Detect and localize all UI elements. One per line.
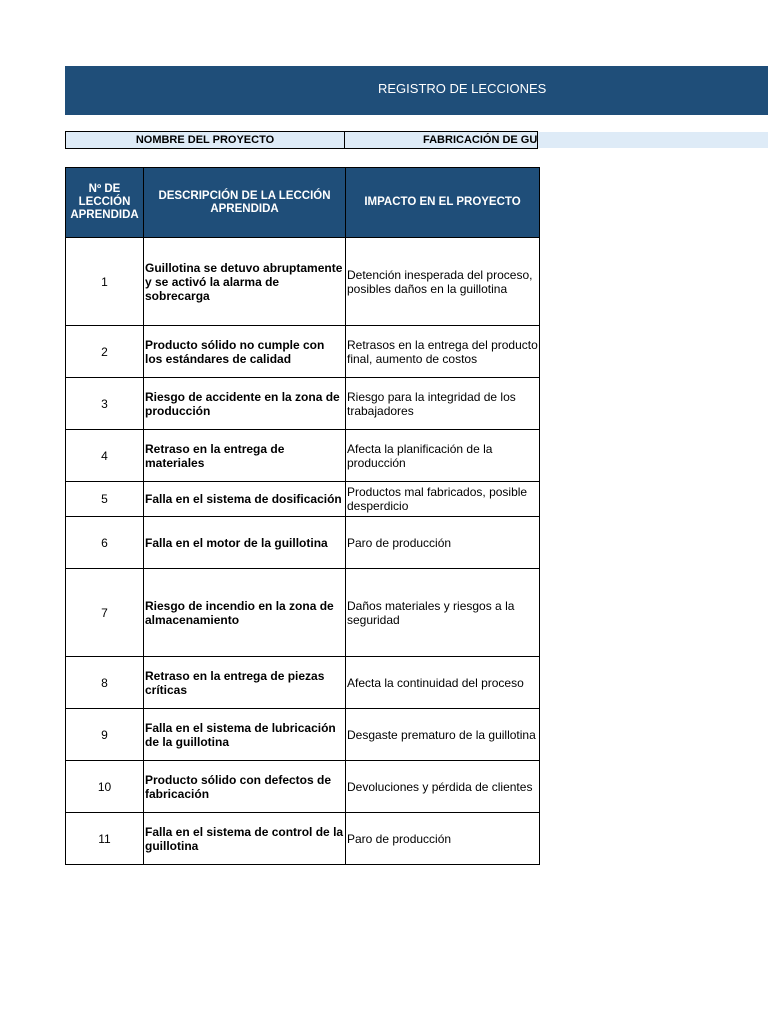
lesson-number-cell[interactable]: 3 (66, 378, 144, 430)
lesson-impact-cell[interactable]: Desgaste prematuro de la guillotina (346, 709, 540, 761)
lesson-description-cell[interactable]: Retraso en la entrega de piezas críticas (144, 657, 346, 709)
lesson-number-cell[interactable]: 8 (66, 657, 144, 709)
lesson-impact-cell[interactable]: Devoluciones y pérdida de clientes (346, 761, 540, 813)
lesson-impact-cell[interactable]: Afecta la continuidad del proceso (346, 657, 540, 709)
table-row (66, 430, 540, 482)
title-banner[interactable] (65, 66, 768, 115)
lesson-impact-cell[interactable]: Paro de producción (346, 517, 540, 569)
table-row (66, 326, 540, 378)
table-header-row (66, 168, 540, 238)
lesson-description-cell[interactable]: Riesgo de incendio en la zona de almacenamiento (144, 569, 346, 657)
project-name-text: FABRICACIÓN DE GU (423, 134, 538, 146)
lesson-description-cell[interactable]: Falla en el sistema de dosificación (144, 482, 346, 517)
project-name-label[interactable]: NOMBRE DEL PROYECTO (65, 131, 345, 149)
lesson-impact-cell[interactable]: Detención inesperada del proceso, posibles daños en la guillotina (346, 238, 540, 326)
table-row (66, 238, 540, 326)
lesson-description-cell[interactable]: Falla en el sistema de control de la guillotina (144, 813, 346, 865)
lesson-description-cell[interactable]: Riesgo de accidente en la zona de producción (144, 378, 346, 430)
table-row (66, 813, 540, 865)
lesson-number-cell[interactable]: 6 (66, 517, 144, 569)
table-row (66, 569, 540, 657)
lesson-number-cell[interactable]: 9 (66, 709, 144, 761)
lesson-description-cell[interactable]: Producto sólido no cumple con los estándares de calidad (144, 326, 346, 378)
lesson-description-cell[interactable]: Falla en el motor de la guillotina (144, 517, 346, 569)
lesson-number-cell[interactable]: 2 (66, 326, 144, 378)
project-row (65, 131, 768, 149)
lesson-number-cell[interactable]: 10 (66, 761, 144, 813)
lesson-description-cell[interactable]: Retraso en la entrega de materiales (144, 430, 346, 482)
lesson-impact-cell[interactable]: Riesgo para la integridad de los trabajadores (346, 378, 540, 430)
lesson-impact-cell[interactable]: Retrasos en la entrega del producto final, aumento de costos (346, 326, 540, 378)
column-header-description[interactable]: DESCRIPCIÓN DE LA LECCIÓN APRENDIDA (144, 168, 346, 238)
project-row-fill (538, 132, 768, 148)
page-title: REGISTRO DE LECCIONES (378, 81, 547, 96)
table-row (66, 378, 540, 430)
lesson-impact-cell[interactable]: Paro de producción (346, 813, 540, 865)
table-row (66, 482, 540, 517)
column-header-number[interactable]: Nº DE LECCIÓN APRENDIDA (66, 168, 144, 238)
lesson-number-cell[interactable]: 5 (66, 482, 144, 517)
table-row (66, 657, 540, 709)
lesson-description-cell[interactable]: Guillotina se detuvo abruptamente y se activó la alarma de sobrecarga (144, 238, 346, 326)
project-name-value[interactable] (344, 131, 538, 149)
lesson-number-cell[interactable]: 11 (66, 813, 144, 865)
lesson-impact-cell[interactable]: Productos mal fabricados, posible desperdicio (346, 482, 540, 517)
table-row (66, 761, 540, 813)
lesson-number-cell[interactable]: 4 (66, 430, 144, 482)
table-row (66, 517, 540, 569)
lesson-description-cell[interactable]: Falla en el sistema de lubricación de la guillotina (144, 709, 346, 761)
lesson-impact-cell[interactable]: Daños materiales y riesgos a la seguridad (346, 569, 540, 657)
lessons-table (65, 167, 540, 865)
lesson-description-cell[interactable]: Producto sólido con defectos de fabricación (144, 761, 346, 813)
lesson-number-cell[interactable]: 1 (66, 238, 144, 326)
lesson-number-cell[interactable]: 7 (66, 569, 144, 657)
column-header-impact[interactable]: IMPACTO EN EL PROYECTO (346, 168, 540, 238)
table-row (66, 709, 540, 761)
lesson-impact-cell[interactable]: Afecta la planificación de la producción (346, 430, 540, 482)
